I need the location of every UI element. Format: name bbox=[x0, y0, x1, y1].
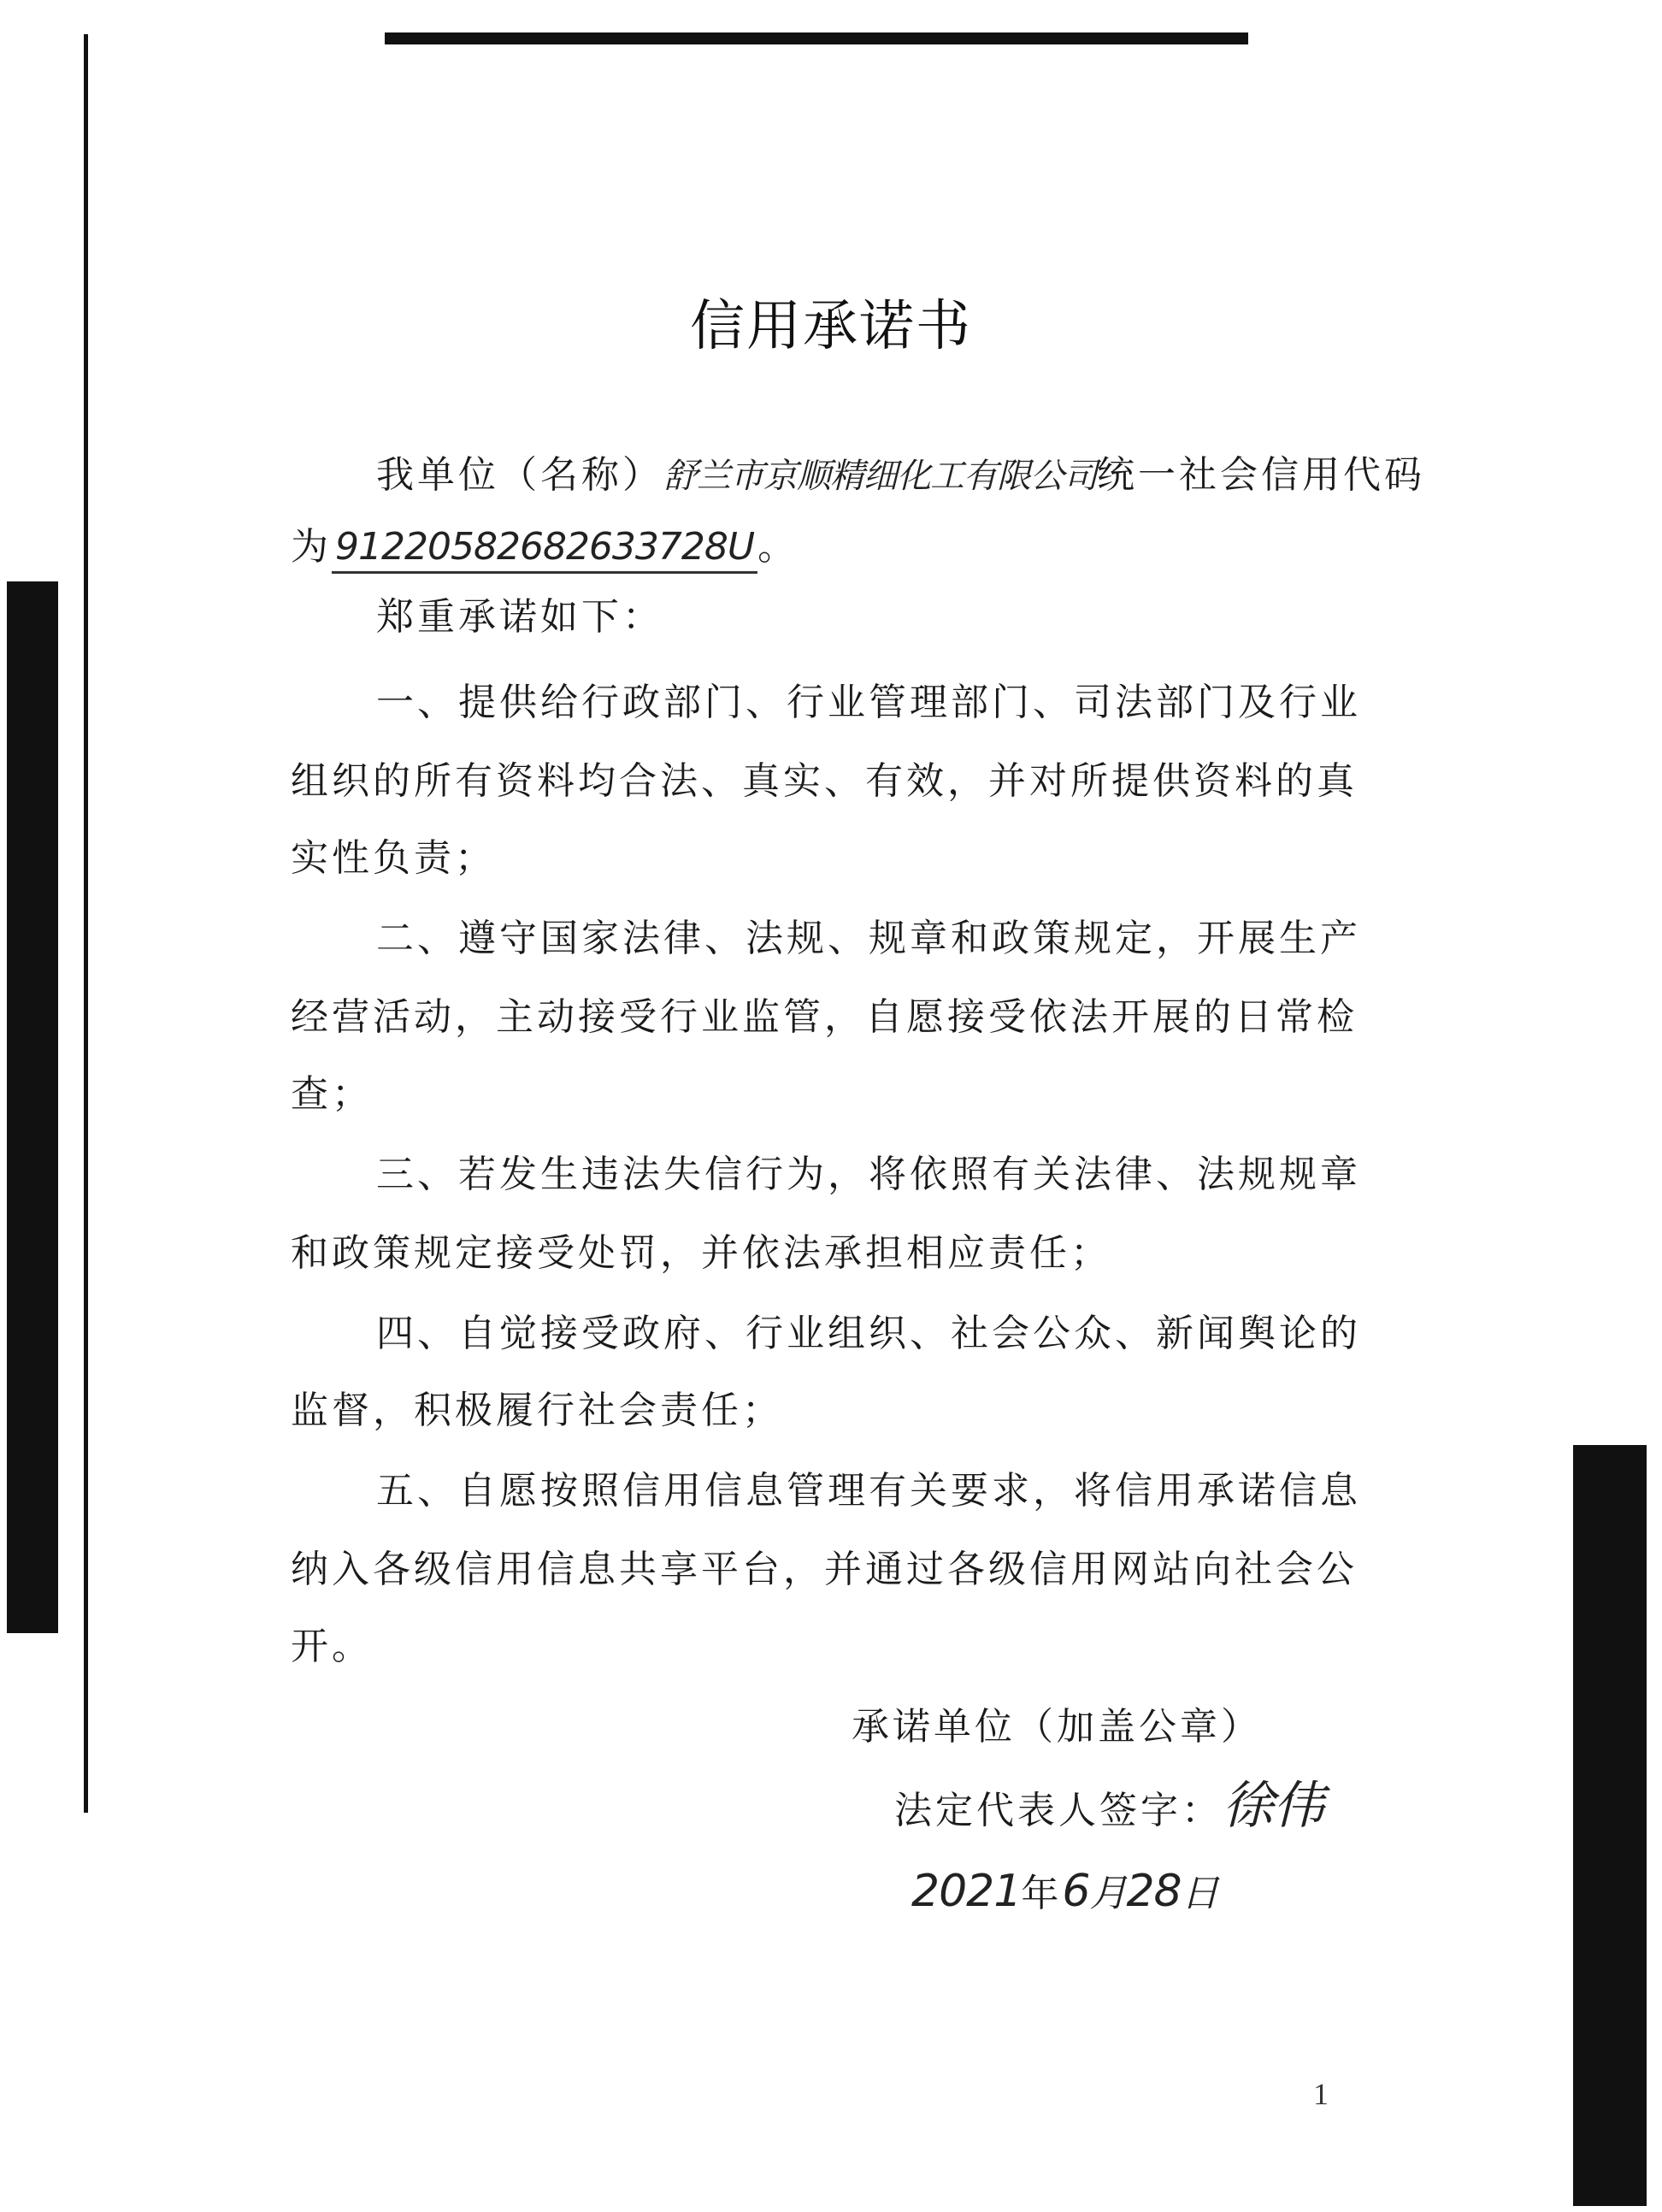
item-4-line-2: 监督，积极履行社会责任； bbox=[291, 1389, 783, 1432]
date-row bbox=[911, 1867, 1218, 1918]
for-label: 为 bbox=[291, 525, 332, 569]
legal-rep-signature: 徐伟 bbox=[1223, 1776, 1323, 1836]
item-3-line-2: 和政策规定接受处罚，并依法承担相应责任； bbox=[291, 1231, 1111, 1275]
item-1-line-1: 一、提供给行政部门、行业管理部门、司法部门及行业 bbox=[376, 681, 1361, 724]
company-name-handwritten: 舒兰市京顺精细化工有限公司 bbox=[663, 457, 1097, 496]
promising-unit-label: 承诺单位（加盖公章） bbox=[852, 1705, 1262, 1749]
item-1-line-2: 组织的所有资料均合法、真实、有效，并对所提供资料的真 bbox=[291, 759, 1358, 803]
item-1-line-3: 实性负责； bbox=[291, 836, 496, 880]
item-2-line-2: 经营活动，主动接受行业监管，自愿接受依法开展的日常检 bbox=[291, 995, 1358, 1039]
intro-prefix: 我单位（名称） bbox=[376, 453, 663, 497]
page-number: 1 bbox=[1313, 2077, 1329, 2111]
legal-rep-label: 法定代表人签字： bbox=[894, 1789, 1223, 1832]
scan-border-top bbox=[385, 32, 1248, 44]
document-title: 信用承诺书 bbox=[690, 295, 972, 358]
item-2-line-1: 二、遵守国家法律、法规、规章和政策规定，开展生产 bbox=[376, 917, 1361, 960]
date-year-char: 年 bbox=[1021, 1872, 1063, 1915]
date-day: 28 bbox=[1126, 1866, 1182, 1917]
pledge-lead: 郑重承诺如下： bbox=[376, 595, 663, 639]
intro-end: 。 bbox=[757, 525, 799, 569]
intro-line-1 bbox=[376, 451, 1425, 500]
intro-line-2 bbox=[291, 523, 799, 574]
legal-rep-row bbox=[894, 1776, 1323, 1836]
date-year: 2021 bbox=[911, 1866, 1022, 1917]
scan-border-left bbox=[7, 581, 58, 1633]
item-5-line-1: 五、自愿按照信用信息管理有关要求，将信用承诺信息 bbox=[376, 1469, 1361, 1513]
credit-code-label: 统一社会信用代码 bbox=[1097, 453, 1425, 497]
date-day-char: 日 bbox=[1181, 1872, 1218, 1915]
scan-border-right bbox=[1573, 1445, 1647, 2206]
item-5-line-3: 开。 bbox=[291, 1625, 373, 1668]
credit-code-handwritten: 91220582682633728U bbox=[332, 523, 757, 574]
date-month: 6 bbox=[1062, 1866, 1090, 1917]
item-2-line-3: 查； bbox=[291, 1072, 373, 1116]
item-5-line-2: 纳入各级信用信息共享平台，并通过各级信用网站向社会公 bbox=[291, 1548, 1358, 1591]
item-3-line-1: 三、若发生违法失信行为，将依照有关法律、法规规章 bbox=[376, 1153, 1361, 1196]
date-month-char: 月 bbox=[1089, 1872, 1127, 1915]
item-4-line-1: 四、自觉接受政府、行业组织、社会公众、新闻舆论的 bbox=[376, 1312, 1361, 1355]
